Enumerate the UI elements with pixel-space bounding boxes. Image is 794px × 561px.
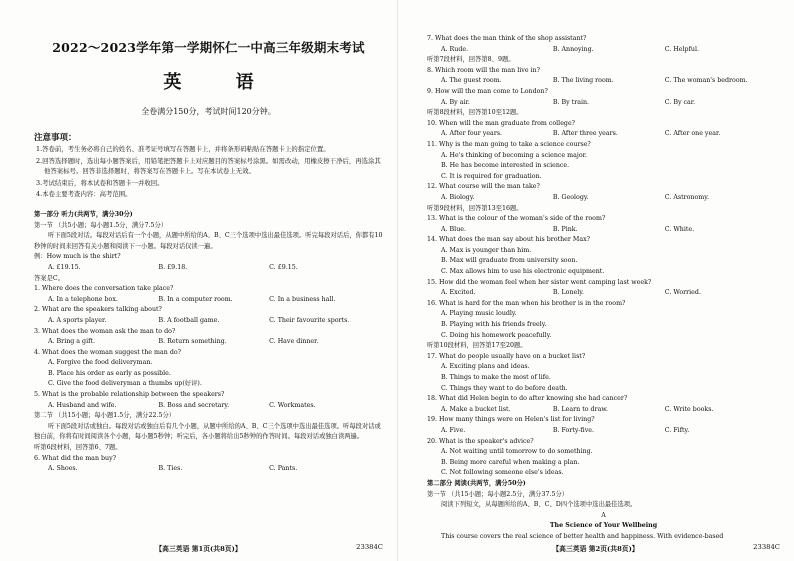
option: C. Pants. xyxy=(269,465,298,473)
option: B. Geology. xyxy=(552,193,589,201)
text-line: 听第7段材料，回答第8、9题。 xyxy=(427,56,515,64)
exam-title: 2022～2023学年第一学期怀仁一中高三年级期末考试 xyxy=(52,40,365,55)
option: B. Learn to draw. xyxy=(552,405,608,413)
question-1: 1. Where does the conversation take place? xyxy=(34,285,174,293)
option-line: A. Max is younger than him. xyxy=(441,246,532,254)
question-3: 3. What does the woman ask the man to do? xyxy=(34,327,176,335)
text-line: 9. How will the man come to London? xyxy=(427,87,548,95)
option: C. Workmates. xyxy=(269,401,316,409)
question-4: 4. What does the woman suggest the man do? xyxy=(34,348,182,356)
option: C. Have dinner. xyxy=(269,338,319,346)
question-6-options xyxy=(34,464,383,475)
option: C. Worried. xyxy=(664,289,701,297)
notes-heading: 注意事项： xyxy=(34,133,77,143)
option: A. Biology. xyxy=(441,193,475,201)
page-footer xyxy=(0,543,397,551)
option-line: 阅读下列短文，从每题所给的A、B、C、D四个选项中选出最佳选项。 xyxy=(441,501,637,509)
options-row xyxy=(427,129,780,140)
text-line: 第一节 （共15小题；每小题2.5分，满分37.5分） xyxy=(427,490,569,498)
options-row xyxy=(427,426,780,437)
option: B. The living room. xyxy=(552,77,614,85)
option: A. Rude. xyxy=(441,45,469,53)
option: A. Excited. xyxy=(441,289,476,297)
option: B. Ties. xyxy=(158,465,183,473)
option: B. £9.18. xyxy=(158,263,188,271)
option: A. Shoes. xyxy=(48,465,78,473)
option: A. In a telephone box. xyxy=(48,295,118,303)
example-question: 例：How much is the shirt? xyxy=(34,253,121,261)
option: B. A football game. xyxy=(158,316,220,324)
exam-page-2 xyxy=(397,0,794,561)
note-item: 4.本卷主要考查内容：高考范围。 xyxy=(36,190,132,199)
section2-instructions: 听下面5段对话或独白。每段对话或独白后有几个小题，从题中所给的A、B、C三个选项中选出最佳选项。听每段对话或独白前，你将有时间阅读各个小题，每小题5秒钟；听完后，各小题将给出5秒钟的作答时间。每段对话或独白读两遍。 xyxy=(34,422,381,441)
option: A. Five. xyxy=(441,426,466,434)
option: A. Husband and wife. xyxy=(48,401,117,409)
option-line: A. He's thinking of becoming a science major. xyxy=(441,151,587,159)
page-2-content xyxy=(427,34,780,543)
question-1-options xyxy=(34,295,383,306)
option: A. A sports player. xyxy=(48,316,107,324)
option-line: C. Max allows him to use his electronic equipment. xyxy=(441,268,605,276)
footer-code: 23384C xyxy=(356,543,383,551)
text-line: 8. Which room will the man live in? xyxy=(427,66,540,74)
options-row xyxy=(427,405,780,416)
option-line: B. Playing with his friends freely. xyxy=(441,321,547,329)
option: C. £9.15. xyxy=(269,263,298,271)
options-row xyxy=(427,193,780,204)
option: C. Write books. xyxy=(664,405,714,413)
option: C. After one year. xyxy=(664,130,721,138)
question-3-options xyxy=(34,337,383,348)
options-row xyxy=(427,98,780,109)
option-line: This course covers the real science of better health and happiness. With evidence-based xyxy=(441,532,724,540)
text-line: 20. What is the speaker's advice? xyxy=(427,437,534,445)
option: A. The guest room. xyxy=(441,77,502,85)
text-line: 听第8段材料，回答第10至12题。 xyxy=(427,109,523,117)
section1-instructions: 听下面5段对话。每段对话后有一个小题，从题中所给的A、B、C三个选项中选出最佳选项。听完每段对话后，你都有10秒钟的时间来回答有关小题和阅读下一小题。每段对话仅读一遍。 xyxy=(34,232,383,250)
options-row xyxy=(427,225,780,236)
text-line: 11. Why is the man going to take a science course? xyxy=(427,140,591,148)
option-line: A. Playing music loudly. xyxy=(441,310,517,318)
option: B. Return something. xyxy=(158,338,227,346)
option: A. Bring a gift. xyxy=(48,338,95,346)
footer-page-label: 【高三英语 第1页(共8页)】 xyxy=(155,545,242,553)
option: A. After four years. xyxy=(441,130,503,138)
text-line: 7. What does the man think of the shop assistant? xyxy=(427,35,587,42)
options-row xyxy=(427,76,780,87)
text-line: 听第9段材料，回答第13至16题。 xyxy=(427,204,523,212)
note-item: 1.答卷前，考生务必将自己的姓名、准考证号填写在答题卡上，并将条形码粘贴在答题卡上的指定位置。 xyxy=(36,145,330,153)
text-line: 第二部分 阅读(共两节，满分50分) xyxy=(427,479,526,487)
option-line: B. He has become interested in science. xyxy=(441,162,570,170)
option-line: A. Not waiting until tomorrow to do something. xyxy=(441,448,593,456)
option: B. Lonely. xyxy=(552,289,584,297)
text-line: 16. What is hard for the man when his brother is in the room? xyxy=(427,299,626,307)
option-line: B. Being more careful when making a plan. xyxy=(441,458,580,466)
section1-heading: 第一节 （共5小题；每小题1.5分，满分7.5分） xyxy=(34,221,168,229)
text-line: 19. How many things were on Helen's list for living? xyxy=(427,416,595,424)
option: C. Their favourite sports. xyxy=(269,316,350,324)
question-5-options xyxy=(34,401,383,412)
part1-heading: 第一部分 听力(共两节，满分30分) xyxy=(34,210,133,218)
example-options xyxy=(34,263,383,274)
option: C. Fifty. xyxy=(664,426,690,434)
option: C. The woman's bedroom. xyxy=(664,77,748,85)
option: A. By air. xyxy=(441,98,470,106)
option: B. By train. xyxy=(552,98,590,106)
option: B. Forty-five. xyxy=(552,426,595,434)
footer-code: 23384C xyxy=(753,543,780,551)
option: C. Astronomy. xyxy=(664,193,709,201)
option: B. Boss and secretary. xyxy=(158,401,230,409)
text-line: 15. How did the woman feel when her sister went camping last week? xyxy=(427,278,652,286)
text-line: A xyxy=(601,511,606,519)
page-footer xyxy=(397,543,794,551)
option: B. Annoying. xyxy=(552,45,594,53)
question-2-options xyxy=(34,316,383,327)
passage-title: The Science of Your Wellbeing xyxy=(549,522,658,530)
text-line: 10. When will the man graduate from college? xyxy=(427,119,576,127)
footer-page-label: 【高三英语 第2页(共8页)】 xyxy=(552,545,639,553)
note-item: 3.考试结束后，将本试卷和答题卡一并收回。 xyxy=(36,178,164,187)
option-line: C. Things they want to do before death. xyxy=(441,384,568,392)
section2-heading: 第二节 （共15小题；每小题1.5分，满分22.5分） xyxy=(34,412,176,420)
option-line: C. Not following someone else's ideas. xyxy=(441,469,564,477)
option: A. Make a bucket list. xyxy=(441,405,511,413)
question-2: 2. What are the speakers talking about? xyxy=(34,306,162,314)
option: B. After three years. xyxy=(552,130,618,138)
options-row xyxy=(427,288,780,299)
text-line: 14. What does the man say about his brother Max? xyxy=(427,236,591,244)
option: C. Helpful. xyxy=(664,45,699,53)
text-line: 12. What course will the man take? xyxy=(427,183,540,191)
question-5: 5. What is the probable relationship between the speakers? xyxy=(34,391,225,399)
text-line: 听第10段材料，回答第17至20题。 xyxy=(427,342,527,350)
text-line: 18. What did Helen begin to do after knowing she had cancer? xyxy=(427,395,628,403)
option: A. Blue. xyxy=(441,225,466,233)
material-6-note: 听第6段材料，回答第6、7题。 xyxy=(34,444,122,452)
option: A. Forgive the food deliveryman. xyxy=(48,359,153,367)
option-line: C. It is required for graduation. xyxy=(441,172,542,180)
option: B. Place his order as early as possible. xyxy=(48,369,171,377)
question-6: 6. What did the man buy? xyxy=(34,454,117,462)
options-row xyxy=(427,45,780,56)
example-answer: 答案是C。 xyxy=(34,274,65,282)
option: C. In a business hall. xyxy=(269,295,336,303)
text-line: 17. What do people usually have on a bucket list? xyxy=(427,352,586,360)
text-line: 13. What is the colour of the woman's side of the room? xyxy=(427,215,606,223)
note-item: 2.回答选择题时，选出每小题答案后，用铅笔把答题卡上对应题目的答案标号涂黑。如需改动，用橡皮擦干净后，再选涂其他答案标号。回答非选择题时，将答案写在答题卡上。写在本试卷上无效。 xyxy=(36,156,381,176)
option-line: C. Doing his homework peacefully. xyxy=(441,331,552,339)
option: C. White. xyxy=(664,225,695,233)
option: B. In a computer room. xyxy=(158,295,233,303)
option-line: B. Things to make the most of life. xyxy=(441,374,551,381)
score-line: 全卷满分150分，考试时间120分钟。 xyxy=(141,107,276,116)
option: C. Give the food deliveryman a thumbs up(好评). xyxy=(48,380,202,388)
option-line: A. Exciting plans and ideas. xyxy=(441,363,530,371)
subject-title: 英 语 xyxy=(163,72,278,93)
option: A. £19.15. xyxy=(48,263,81,271)
option: B. Pink. xyxy=(552,225,578,233)
option-line: B. Max will graduate from university soon. xyxy=(441,257,578,265)
option: C. By car. xyxy=(664,98,696,106)
